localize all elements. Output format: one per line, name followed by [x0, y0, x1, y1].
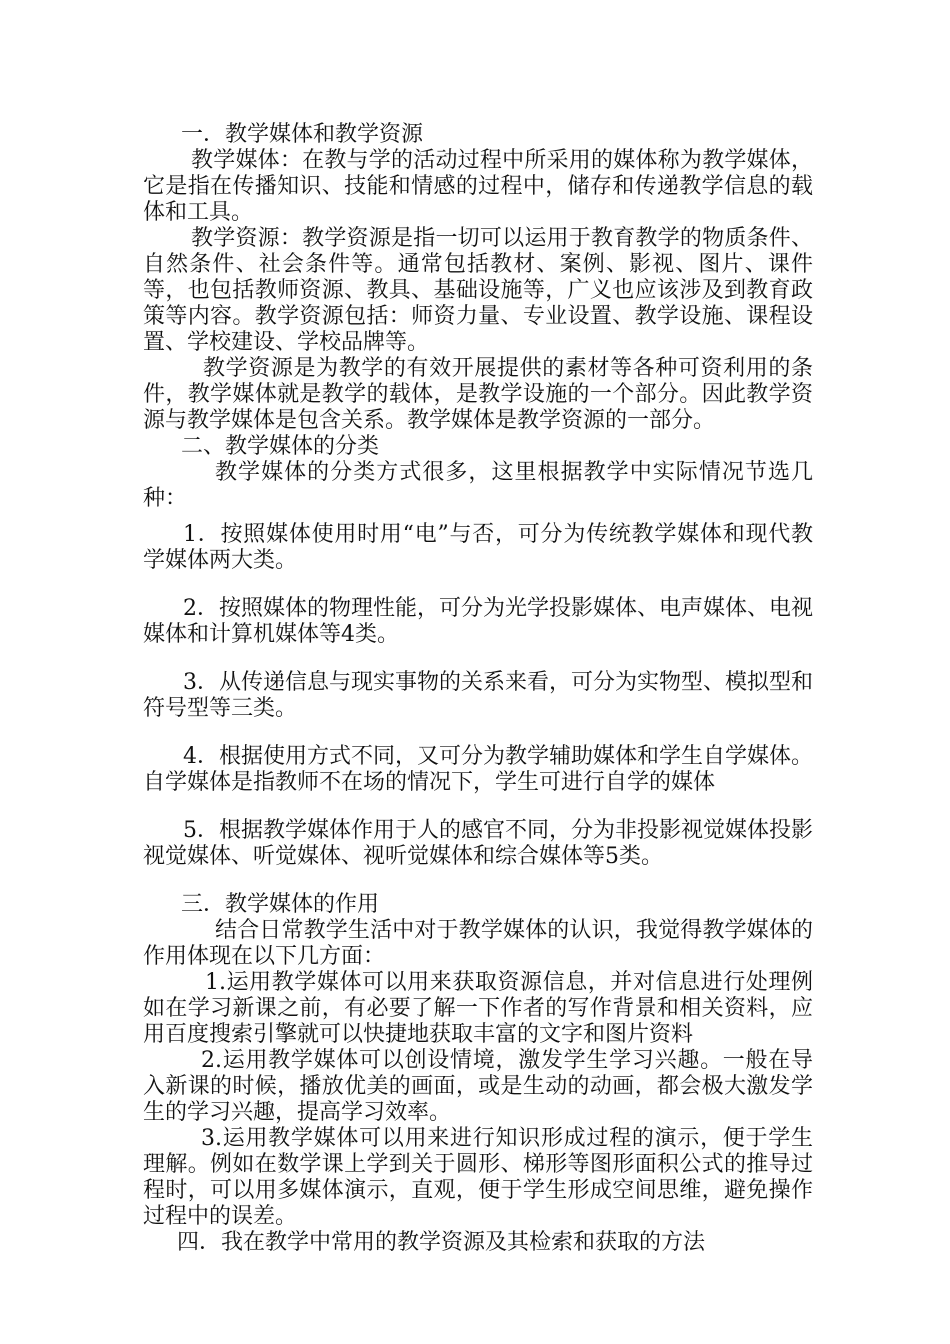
section-4-heading: 四．我在教学中常用的教学资源及其检索和获取的方法 [177, 1230, 706, 1255]
section-1-paragraph-resources: 教学资源：教学资源是指一切可以运用于教育教学的物质条件、自然条件、社会条件等。通常包括教材、案例、影视、图片、课件等，也包括教师资源、教具、基础设施等，广义也应该涉及到教育政策等内容。教学资源包括：师资力量、专业设置、教学设施、课程设置、学校建设、学校品牌等。 [143, 226, 813, 355]
section-3-item: 1.运用教学媒体可以用来获取资源信息，并对信息进行处理例如在学习新课之前，有必要了解一下作者的写作背景和相关资料，应用百度搜索引擎就可以快捷地获取丰富的文字和图片资料 [143, 970, 813, 1047]
section-2-item: 2．按照媒体的物理性能，可分为光学投影媒体、电声媒体、电视媒体和计算机媒体等4类。 [143, 596, 813, 647]
document-body [143, 122, 813, 1256]
section-3-item: 2.运用教学媒体可以创设情境，激发学生学习兴趣。一般在导入新课的时候，播放优美的画面，或是生动的动画，都会极大激发学生的学习兴趣，提高学习效率。 [143, 1048, 813, 1125]
section-1-paragraph-relation: 教学资源是为教学的有效开展提供的素材等各种可资利用的条件，教学媒体就是教学的载体，是教学设施的一个部分。因此教学资源与教学媒体是包含关系。教学媒体是教学资源的一部分。 [143, 356, 813, 433]
section-3-intro: 结合日常教学生活中对于教学媒体的认识，我觉得教学媒体的作用体现在以下几方面： [143, 918, 813, 969]
section-2-item: 3．从传递信息与现实事物的关系来看，可分为实物型、模拟型和符号型等三类。 [143, 670, 813, 721]
section-3-heading: 三．教学媒体的作用 [181, 892, 380, 917]
section-1-paragraph-media: 教学媒体：在教与学的活动过程中所采用的媒体称为教学媒体，它是指在传播知识、技能和情感的过程中，储存和传递教学信息的载体和工具。 [143, 148, 813, 225]
section-2-item: 1．按照媒体使用时用“电”与否，可分为传统教学媒体和现代教学媒体两大类。 [143, 522, 813, 573]
section-2-intro: 教学媒体的分类方式很多，这里根据教学中实际情况节选几种： [143, 460, 813, 511]
section-2-item: 4．根据使用方式不同，又可分为教学辅助媒体和学生自学媒体。自学媒体是指教师不在场的情况下，学生可进行自学的媒体 [143, 744, 813, 795]
section-2-item: 5．根据教学媒体作用于人的感官不同，分为非投影视觉媒体投影视觉媒体、听觉媒体、视听觉媒体和综合媒体等5类。 [143, 818, 813, 869]
section-1-heading: 一．教学媒体和教学资源 [181, 122, 424, 147]
section-2-heading: 二、教学媒体的分类 [181, 434, 380, 459]
section-3-item: 3.运用教学媒体可以用来进行知识形成过程的演示，便于学生理解。例如在数学课上学到关于圆形、梯形等图形面积公式的推导过程时，可以用多媒体演示，直观，便于学生形成空间思维，避免操作过程中的误差。 [143, 1126, 813, 1229]
